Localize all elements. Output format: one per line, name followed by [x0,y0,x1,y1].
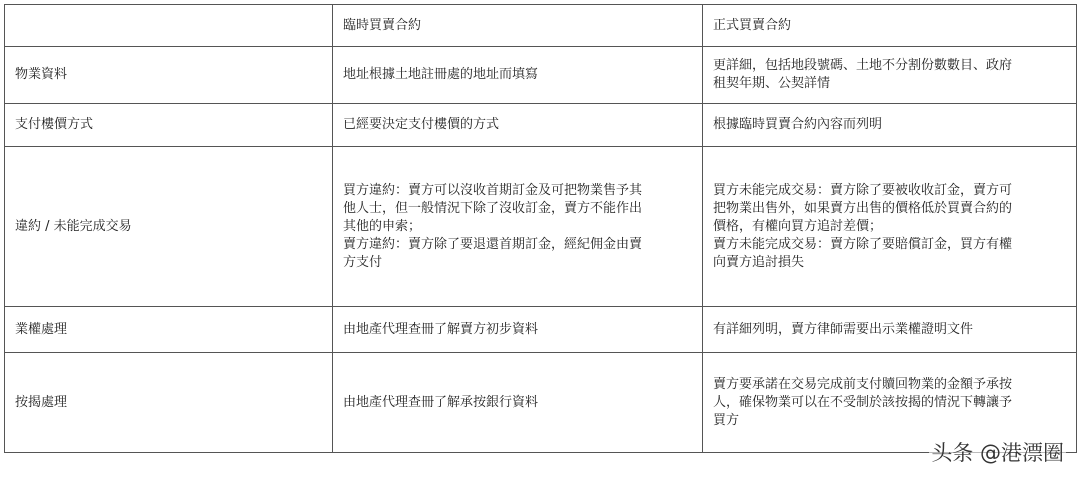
cell-text: 地址根據土地註冊處的地址而填寫 [343,67,539,82]
formal-cell [703,307,1077,353]
table-row [5,147,1077,307]
formal-cell [703,147,1077,307]
cell-text: 由地產代理查冊了解承按銀行資料 [343,394,539,410]
cell-text: 賣方要承諾在交易完成前支付贖回物業的金額予承按 人，確保物業可以在不受制於該按揭的情況下轉讓予 買方 [713,376,1013,428]
cell-text: 更詳細，包括地段號碼、土地不分割份數數目、政府 租契年期、公契詳情 [713,58,1013,91]
cell-text: 買方未能完成交易：賣方除了要被收收訂金，賣方可 把物業出售外，如果賣方出售的價格低於買賣合約的 價格，有權向買方追討差價； 賣方未能完成交易：賣方除了要賠償訂金，買方有權 向賣方追討損失 [713,182,1013,270]
provisional-cell [333,47,703,104]
table-row [5,307,1077,353]
row-label: 業權處理 [5,307,333,353]
cell-text: 有詳細列明，賣方律師需要出示業權證明文件 [713,321,974,337]
row-label: 按揭處理 [5,353,333,453]
formal-cell [703,47,1077,104]
provisional-cell [333,147,703,307]
table-row [5,353,1077,453]
provisional-cell [333,307,703,353]
comparison-table [4,4,1077,453]
row-label: 物業資料 [5,47,333,104]
header-formal-contract: 正式買賣合約 [703,5,1077,47]
watermark: 头条 @港漂圈 [929,437,1066,467]
cell-text: 由地產代理查冊了解賣方初步資料 [343,321,539,337]
row-label: 違約 / 未能完成交易 [5,147,333,307]
cell-text: 已經要決定支付樓價的方式 [343,117,500,132]
cell-text: 根據臨時買賣合約內容而列明 [713,117,883,132]
cell-text: 買方違約：賣方可以沒收首期訂金及可把物業售予其 他人士，但一般情況下除了沒收訂金，賣方不能作出 其他的申索； 賣方違約：賣方除了要退還首期訂金，經紀佣金由賣 方支付 [343,182,643,270]
row-label: 支付樓價方式 [5,104,333,147]
provisional-cell [333,353,703,453]
table-row [5,104,1077,147]
header-empty-cell [5,5,333,47]
provisional-cell [333,104,703,147]
table-row [5,47,1077,104]
formal-cell [703,104,1077,147]
header-provisional-contract: 臨時買賣合約 [333,5,703,47]
header-row [5,5,1077,47]
